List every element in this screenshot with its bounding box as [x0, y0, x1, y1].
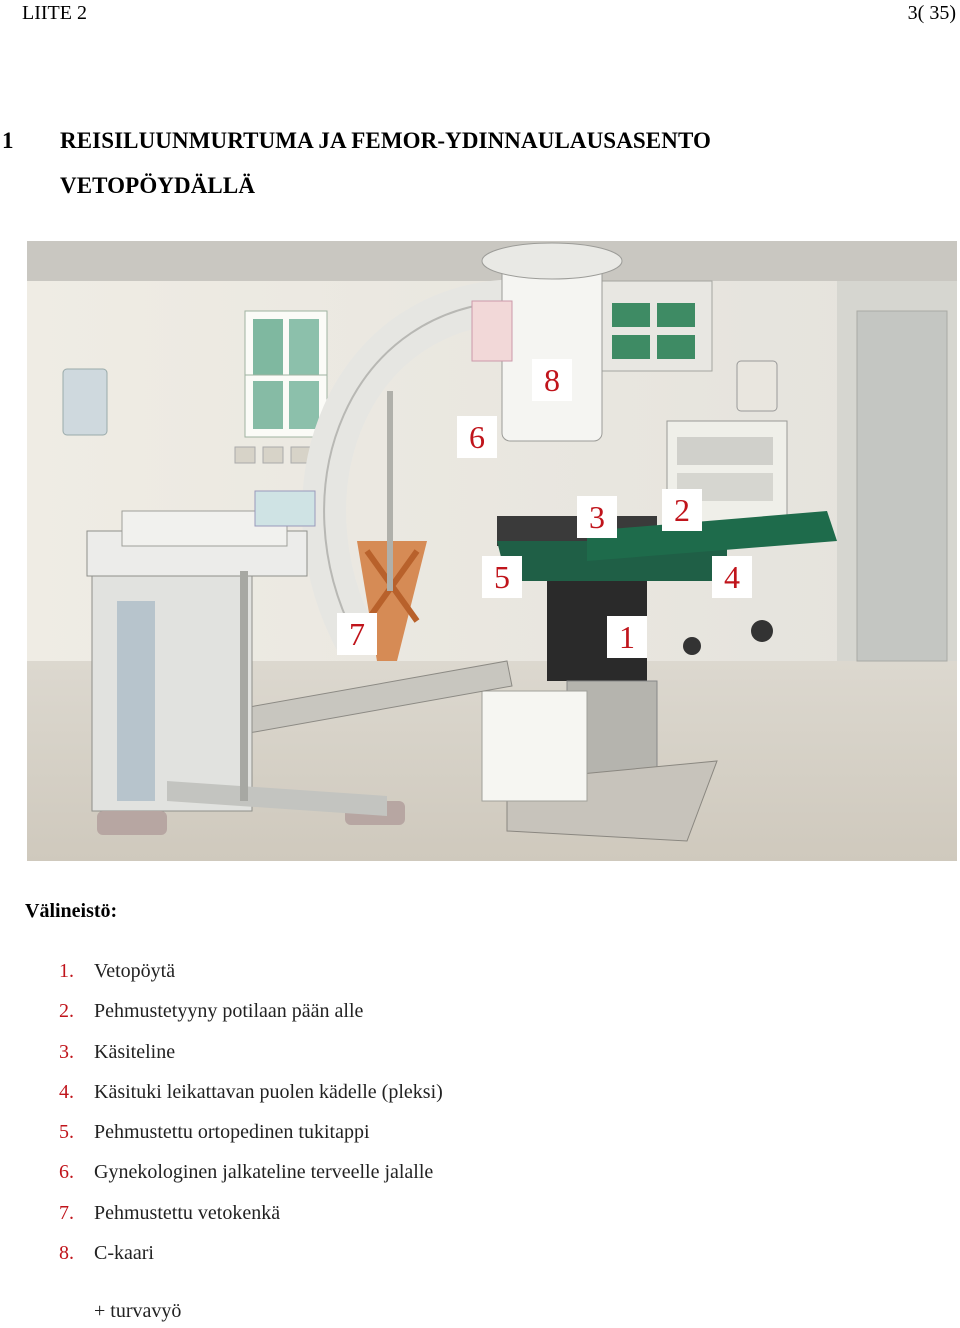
photo-marker-4 [712, 556, 752, 598]
list-item [59, 1121, 443, 1161]
page-number: 3( 35) [907, 2, 956, 24]
photo-marker-7 [337, 613, 377, 655]
photo-marker-8 [532, 359, 572, 401]
photo-marker-label: 6 [469, 419, 485, 455]
section-title-line1: REISILUUNMURTUMA JA FEMOR-YDINNAULAUSASENTO [60, 128, 711, 153]
list-item-number: 5. [59, 1121, 74, 1144]
list-item-number: 4. [59, 1080, 74, 1103]
list-item [59, 1041, 443, 1081]
photo-marker-label: 2 [674, 492, 690, 528]
list-item-text: Pehmustetyyny potilaan pään alle [94, 1000, 364, 1023]
list-item [59, 1161, 443, 1201]
list-item-text: Gynekologinen jalkateline terveelle jalalle [94, 1161, 434, 1184]
photo-illustration [27, 241, 957, 861]
list-item-text: C-kaari [94, 1242, 154, 1265]
safety-belt-note: + turvavyö [94, 1300, 182, 1322]
equipment-list [59, 960, 443, 1282]
list-item-number: 2. [59, 1000, 74, 1023]
photo-marker-1 [607, 616, 647, 658]
equipment-heading: Välineistö: [25, 900, 118, 922]
list-item-number: 7. [59, 1201, 74, 1224]
list-item-number: 1. [59, 960, 74, 982]
photo-marker-6 [457, 416, 497, 458]
photo-marker-label: 5 [494, 559, 510, 595]
list-item-number: 6. [59, 1161, 74, 1184]
list-item-number: 3. [59, 1040, 74, 1063]
list-item-text: Käsiteline [94, 1040, 176, 1063]
page-header-appendix: LIITE 2 [22, 2, 87, 24]
section-number: 1 [2, 128, 14, 153]
operating-room-photo [27, 241, 957, 861]
list-item [59, 960, 443, 1000]
list-item [59, 1242, 443, 1282]
photo-marker-label: 4 [724, 559, 740, 595]
section-title-line2: VETOPÖYDÄLLÄ [60, 173, 256, 198]
photo-marker-label: 1 [619, 619, 635, 655]
list-item-text: Vetopöytä [94, 960, 176, 982]
list-item-number: 8. [59, 1242, 74, 1265]
list-item-text: Pehmustettu ortopedinen tukitappi [94, 1121, 370, 1144]
list-item-text: Käsituki leikattavan puolen kädelle (pleksi) [94, 1080, 443, 1103]
photo-marker-label: 7 [349, 616, 365, 652]
list-item [59, 1000, 443, 1040]
photo-marker-2 [662, 489, 702, 531]
photo-marker-3 [577, 496, 617, 538]
list-item [59, 1081, 443, 1121]
list-item [59, 1202, 443, 1242]
photo-marker-5 [482, 556, 522, 598]
photo-marker-label: 8 [544, 362, 560, 398]
photo-marker-label: 3 [589, 499, 605, 535]
list-item-text: Pehmustettu vetokenkä [94, 1201, 281, 1224]
section-title [2, 128, 711, 154]
